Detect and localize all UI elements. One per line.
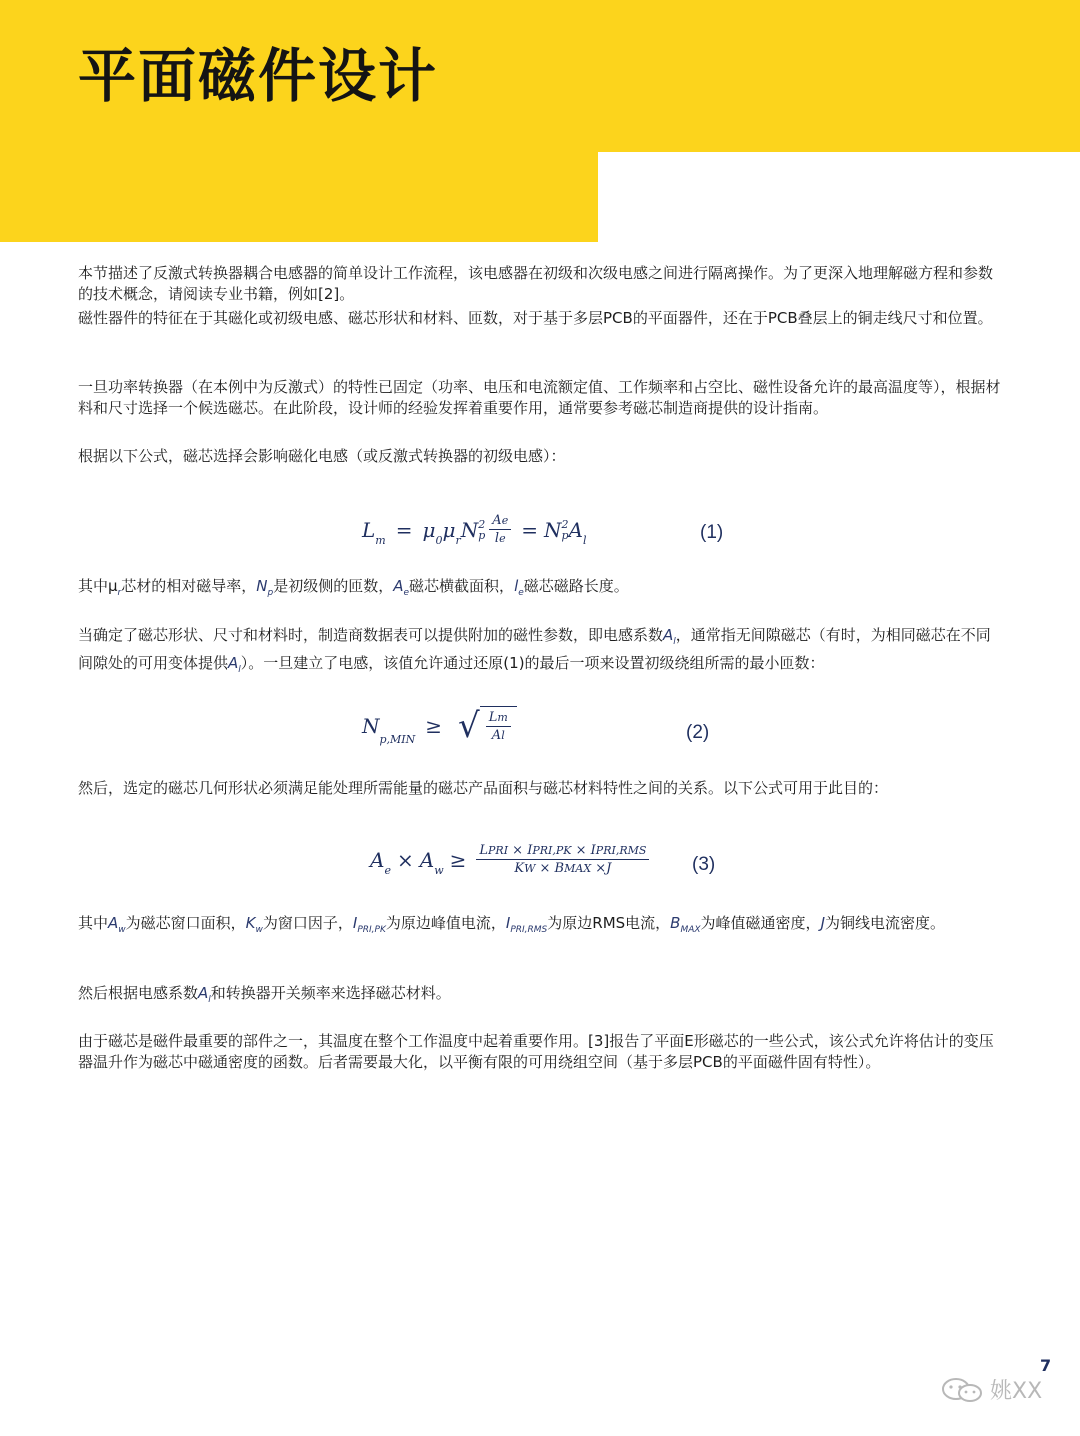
- eq2-square-root: √ $\frac{Lm}{Al}$: [458, 706, 517, 746]
- watermark-text: 姚XX: [990, 1379, 1043, 1404]
- equation-1-number: (1): [700, 522, 724, 543]
- paragraph-core-selection: 一旦功率转换器（在本例中为反激式）的特性已固定（功率、电压和电流额定值、工作频率和占空比、磁性设备允许的最高温度等），根据材料和尺寸选择一个候选磁芯。在此阶段，设计师的经验发挥着重要作用，通常要参考磁芯制造商提供的设计指南。: [78, 378, 1001, 417]
- watermark: [940, 1374, 1042, 1405]
- equation-3: A e × A w ≥ $\frac{\text{LPRI × IPRI,PK × IPRI,RMS}}{\text{KW × BMAX ×J}}$: [370, 842, 653, 877]
- paragraph-core-geometry: 然后，选定的磁芯几何形状必须满足能处理所需能量的磁芯产品面积与磁芯材料特性之间的关系。以下公式可用于此目的：: [78, 779, 889, 797]
- equation-1: L m = μ 0 μ r N 2 p $\frac{Ae}{le}$ = N 2 p A l: [362, 513, 587, 547]
- paragraph-inductance-factor: 当确定了磁芯形状、尺寸和材料时，制造商数据表可以提供附加的磁性参数，即电感系数$A_l$，通常指无间隙磁芯（有时，为相同磁芯在不同间隙处的可用变体提供$A_l$）。一旦建立了电感，该值允许通过还原(1)的最后一项来设置初级绕组所需的最小匝数：: [78, 626, 991, 675]
- eq1-fraction: $\frac{Ae}{le}$: [489, 512, 511, 547]
- paragraph-magnetic-features: 磁性器件的特征在于其磁化或初级电感、磁芯形状和材料、匝数，对于基于多层PCB的平面器件，还在于PCB叠层上的铜走线尺寸和位置。: [78, 309, 993, 327]
- header-banner-extension: [0, 152, 598, 242]
- paragraph-material-selection: 然后根据电感系数$A_l$和转换器开关频率来选择磁芯材料。: [78, 984, 451, 1005]
- paragraph-symbol-definitions: 其中$A_w$为磁芯窗口面积，$K_w$为窗口因子，$I_{PRI,PK}$为原边峰值电流，$I_{PRI,RMS}$为原边RMS电流，$B_{MAX}$为峰值磁通密度，J为铜线电流密度。: [78, 914, 946, 935]
- eq3-fraction: $\frac{\text{LPRI × IPRI,PK × IPRI,RMS}}{\text{KW × BMAX ×J}}$: [476, 842, 649, 877]
- wechat-icon: [940, 1376, 984, 1404]
- paragraph-intro: 本节描述了反激式转换器耦合电感器的简单设计工作流程，该电感器在初级和次级电感之间进行隔离操作。为了更深入地理解磁方程和参数的技术概念，请阅读专业书籍，例如[2]。: [78, 264, 994, 303]
- paragraph-temperature: 由于磁芯是磁件最重要的部件之一，其温度在整个工作温度中起着重要作用。[3]报告了平面E形磁芯的一些公式，该公式允许将估计的变压器温升作为磁芯中磁通密度的函数。后者需要最大化，以平衡有限的可用绕组空间（基于多层PCB的平面磁件固有特性）。: [78, 1032, 994, 1071]
- equation-3-number: (3): [692, 854, 716, 875]
- page-number: 7: [1040, 1356, 1052, 1375]
- eq1-lhs: L: [362, 517, 376, 542]
- paragraph-formula-intro: 根据以下公式，磁芯选择会影响磁化电感（或反激式转换器的初级电感）：: [78, 447, 566, 465]
- paragraph-variable-definitions: 其中$\mu_r$芯材的相对磁导率，$N_p$是初级侧的匝数，$A_e$磁芯横截面积，$l_e$磁芯磁路长度。: [78, 577, 629, 598]
- equation-2: N p,MIN ≥ √ $\frac{Lm}{Al}$: [362, 706, 517, 746]
- page-title: 平面磁件设计: [78, 42, 439, 110]
- equation-2-number: (2): [686, 722, 710, 743]
